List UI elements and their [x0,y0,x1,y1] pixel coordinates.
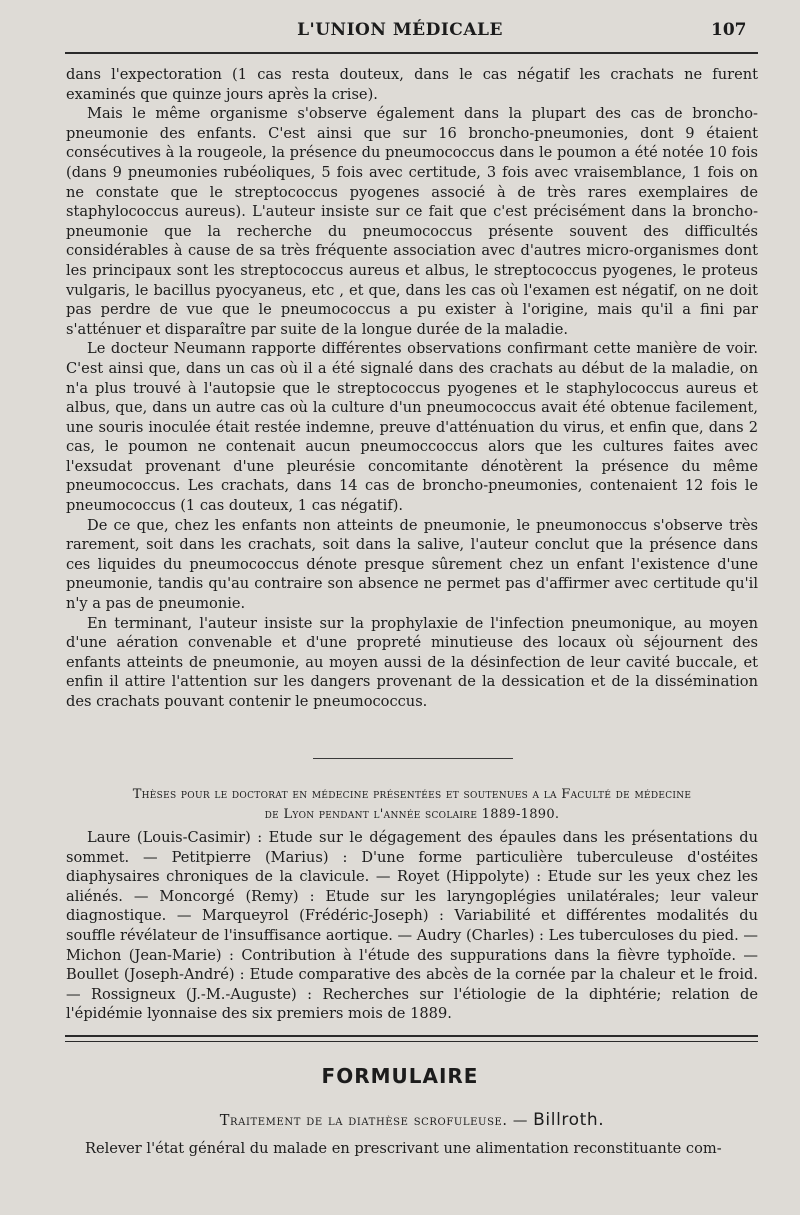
paragraph: Le docteur Neumann rapporte différentes observations confirmant cette manière de voir. C'est ainsi que, dans un cas où il a été signalé dans des crachats au début de la maladie, on n'a plus trouvé à l'autopsie que le streptococcus pyogenes et le staphylococcus aureus et albus, que, dans un autre cas où la culture d'un pneumococcus avait été obtenue facilement, une souris inoculée était restée indemne, preuve d'atténuation du virus, et enfin que, dans 2 cas, le poumon ne contenait aucun pneumoccoccus alors que les cultures faites avec l'exsudat provenant d'une pleurésie concomitante dénotèrent la présence du même pneumococcus. Les crachats, dans 14 cas de broncho-pneumonies, contenaient 12 fois le pneumococcus (1 cas douteux, 1 cas négatif). [66,340,758,515]
formulaire-title: FORMULAIRE [321,1064,479,1088]
double-rule-top [65,1035,758,1037]
page-number: 107 [711,20,747,40]
running-header-title: L'UNION MÉDICALE [297,20,503,40]
paragraph: Mais le même organisme s'observe également dans la plupart des cas de broncho-pneumonie des enfants. C'est ainsi que sur 16 broncho-pneumonies, dont 9 étaient consécutives à la rougeole, la présence du pneumococcus dans le poumon a été notée 10 fois (dans 9 pneumonies rubéoliques, 5 fois avec certitude, 3 fois avec vraisemblance, 1 fois on ne constate que le streptococcus pyogenes associé à de très rares exemplaires de staphylococcus aureus). L'auteur insiste sur ce fait que c'est précisément dans la broncho-pneumonie que la recherche du pneumococcus présente souvent des difficultés considérables à cause de sa très fréquente association avec d'autres micro-organismes dont les principaux sont les streptococcus aureus et albus, le streptococcus pyogenes, le proteus vulgaris, le bacillus pyocyaneus, etc , et que, dans les cas où l'examen est négatif, on ne doit pas perdre de vue que le pneumococcus a pu exister à l'origine, mais qu'il a fini par s'atténuer et disparaître par suite de la longue durée de la maladie. [66,105,758,338]
formulaire-author: Billroth. [533,1110,605,1130]
paragraph: En terminant, l'auteur insiste sur la prophylaxie de l'infection pneumonique, au moyen d'une aération convenable et d'une propreté minutieuse des locaux où séjournent des enfants atteints de pneumonie, au moyen aussi de la désinfection de leur cavité buccale, et enfin il attire l'attention sur les dangers provenant de la dessication et de la dissémination des crachats pouvant contenir le pneumococcus. [66,614,758,710]
theses-list [66,828,758,1024]
paragraph: dans l'expectoration (1 cas resta douteux, dans le cas négatif les crachats ne furent examinés que quinze jours après la crise). [66,66,758,103]
formulaire-subtitle [66,1110,758,1130]
article-body [66,65,758,712]
section-separator [313,758,513,759]
theses-heading-years: 1889-1890. [481,807,560,822]
paragraph: De ce que, chez les enfants non atteints de pneumonie, le pneumonoccus s'observe très rarement, soit dans les crachats, soit dans la salive, l'auteur conclut que la présence dans ces liquides du pneumococcus dénote presque sûrement chez un enfant l'existence d'une pneumonie, tandis qu'au contraire son absence ne permet pas d'affirmer avec certitude qu'il n'y a pas de pneumonie. [66,516,758,613]
formulaire-subtitle-text: Traitement de la diathèse scrofuleuse. — [219,1113,528,1129]
theses-heading-line2: de Lyon pendant l'année scolaire [264,807,478,822]
theses-paragraph: Laure (Louis-Casimir) : Etude sur le dégagement des épaules dans les présentations du sommet. — Petitpierre (Marius) : D'une forme particulière tuberculeuse d'ostéites diaphysaires chroniques de la clavicule. — Royet (Hippolyte) : Etude sur les yeux chez les aliénés. — Moncorgé (Remy) : Etude sur les laryngoplégies unilatérales; leur valeur diagnostique. — Marqueyrol (Frédéric-Joseph) : Variabilité et différentes modalités du souffle révélateur de l'insuffisance aortique. — Audry (Charles) : Les tuberculoses du pied. — Michon (Jean-Marie) : Contribution à l'étude des suppurations dans la fièvre typhoïde. — Boullet (Joseph-André) : Etude comparative des abcès de la cornée par la chaleur et le froid. — Rossigneux (J.-M.-Auguste) : Recherches sur l'étiologie de la diphtérie; relation de l'épidémie lyonnaise des six premiers mois de 1889. [66,829,758,1023]
header-rule [65,52,758,54]
theses-heading [66,785,758,825]
theses-heading-line1: Thèses pour le doctorat en médecine présentées et soutenues a la Faculté de médecine [132,787,692,802]
double-rule-bottom [65,1041,758,1042]
formulaire-body: Relever l'état général du malade en prescrivant une alimentation reconstituante com- [85,1140,722,1157]
